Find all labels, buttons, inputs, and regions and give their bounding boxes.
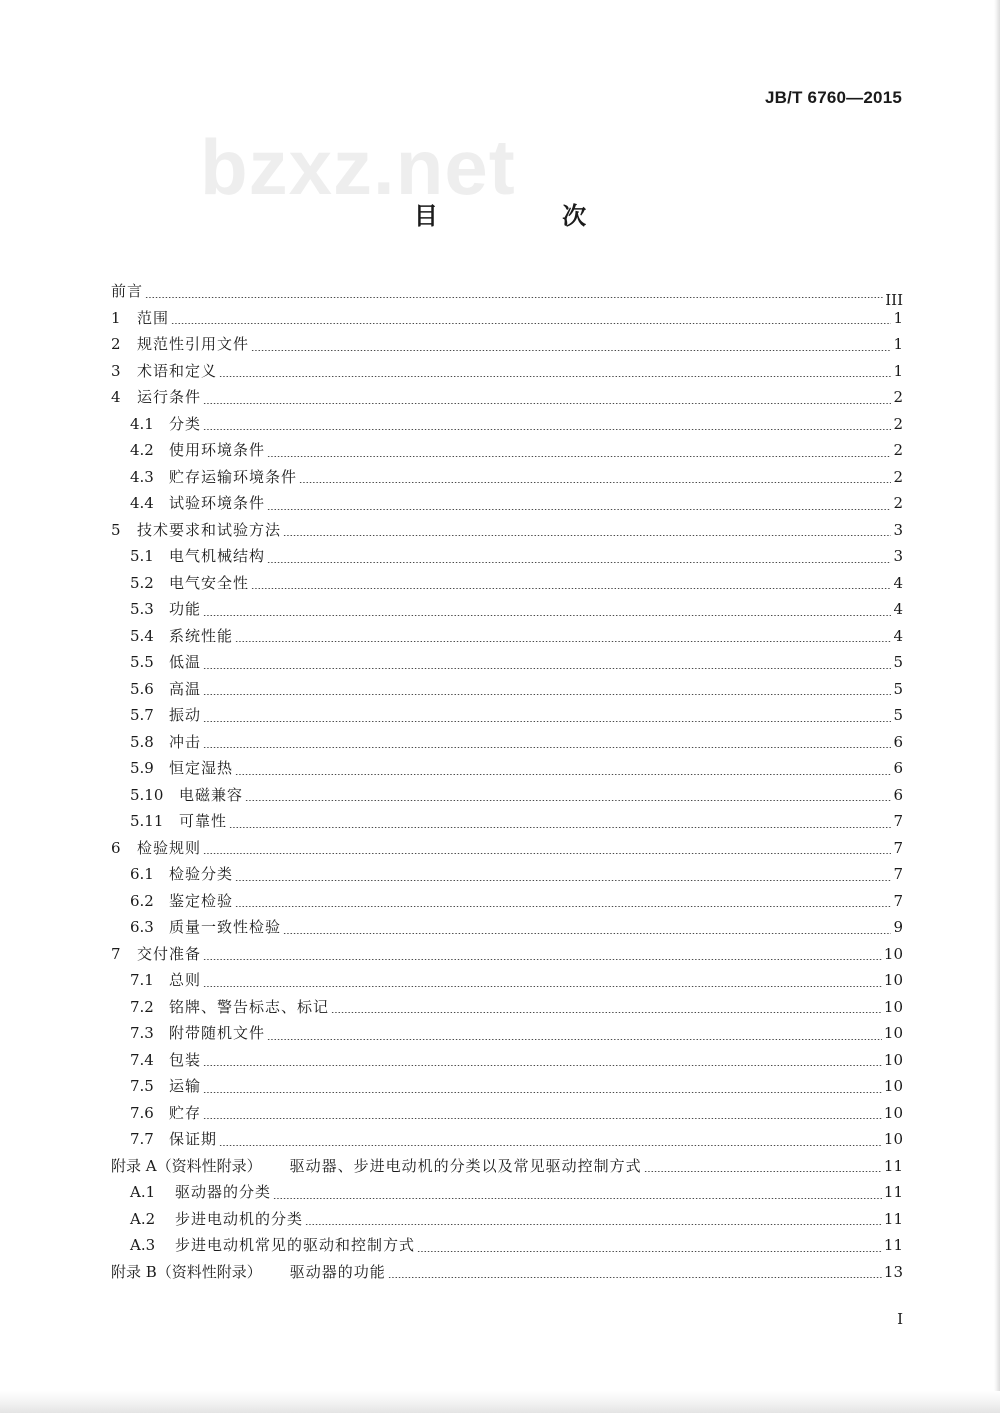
toc-entry[interactable] bbox=[111, 1179, 903, 1206]
toc-entry-page: 10 bbox=[883, 997, 903, 1016]
toc-entry-page: 6 bbox=[893, 785, 903, 804]
toc-entry-title: 驱动器、步进电动机的分类以及常见驱动控制方式 bbox=[289, 1156, 642, 1175]
toc-entry-label bbox=[130, 676, 201, 703]
toc-entry-page: 11 bbox=[883, 1156, 903, 1175]
toc-entry-page: 5 bbox=[893, 653, 903, 671]
toc-entry-title: 保证期 bbox=[169, 1130, 218, 1148]
toc-entry-page: 1 bbox=[893, 308, 903, 327]
page-title: 目 次 bbox=[413, 202, 645, 230]
toc-entry-number: 6.2 bbox=[130, 891, 154, 910]
toc-entry-title: 包装 bbox=[169, 1050, 202, 1069]
toc-entry-page: 10 bbox=[883, 1050, 903, 1069]
toc-entry-page: 10 bbox=[883, 1103, 903, 1122]
toc-entry-title: 总则 bbox=[169, 971, 202, 989]
toc-leader-dots bbox=[203, 694, 891, 695]
toc-entry-page: 10 bbox=[883, 971, 903, 989]
toc-entry-label bbox=[130, 861, 233, 888]
toc-entry-number: A.3 bbox=[130, 1236, 156, 1254]
toc-entry-number: 7 bbox=[111, 944, 121, 963]
toc-entry[interactable] bbox=[111, 623, 903, 650]
toc-entry-label bbox=[111, 1259, 386, 1286]
toc-entry-page: 11 bbox=[883, 1236, 903, 1254]
toc-entry[interactable] bbox=[111, 782, 903, 809]
toc-leader-dots bbox=[203, 615, 891, 616]
table-of-contents bbox=[111, 278, 903, 1285]
toc-leader-dots bbox=[299, 482, 891, 483]
toc-entry[interactable] bbox=[111, 490, 903, 517]
toc-leader-dots bbox=[305, 1224, 882, 1225]
toc-entry[interactable] bbox=[111, 967, 903, 994]
toc-entry[interactable] bbox=[111, 808, 903, 835]
toc-entry-label bbox=[130, 464, 297, 491]
toc-entry[interactable] bbox=[111, 729, 903, 756]
toc-leader-dots bbox=[267, 562, 891, 563]
toc-leader-dots bbox=[203, 1092, 882, 1093]
toc-entry-number: 4 bbox=[111, 388, 121, 406]
toc-entry-label bbox=[130, 543, 265, 570]
toc-entry-title: 检验分类 bbox=[169, 865, 234, 883]
toc-entry-label bbox=[130, 411, 201, 438]
toc-entry-label bbox=[130, 437, 265, 464]
toc-leader-dots bbox=[235, 906, 891, 907]
toc-entry-title: 运行条件 bbox=[137, 388, 202, 406]
toc-entry-title: 分类 bbox=[169, 414, 202, 433]
watermark: bzxz.net bbox=[200, 123, 516, 211]
toc-entry-title: 铭牌、警告标志、标记 bbox=[169, 997, 330, 1016]
toc-entry-page: 7 bbox=[893, 838, 903, 857]
toc-entry[interactable] bbox=[111, 570, 903, 597]
toc-entry-page: 1 bbox=[893, 335, 903, 353]
toc-entry-label bbox=[130, 1126, 217, 1153]
toc-entry-label bbox=[130, 1100, 201, 1127]
toc-entry-page: 6 bbox=[893, 732, 903, 751]
toc-leader-dots bbox=[219, 1145, 882, 1146]
toc-entry-label bbox=[130, 1206, 303, 1233]
toc-entry-number: 5.5 bbox=[130, 653, 154, 671]
toc-entry[interactable] bbox=[111, 1100, 903, 1127]
toc-entry-label bbox=[111, 1153, 642, 1180]
toc-leader-dots bbox=[283, 535, 891, 536]
toc-entry-number: 6.3 bbox=[130, 918, 154, 936]
toc-entry-number: 4.2 bbox=[130, 441, 154, 459]
toc-entry-title: 功能 bbox=[169, 600, 202, 618]
toc-entry-label bbox=[130, 914, 281, 941]
toc-entry-number: 5.3 bbox=[130, 600, 154, 618]
toc-entry-title: 检验规则 bbox=[137, 838, 202, 857]
toc-leader-dots bbox=[203, 668, 891, 669]
toc-leader-dots bbox=[203, 1118, 882, 1119]
toc-leader-dots bbox=[267, 509, 891, 510]
toc-entry-number: 7.5 bbox=[130, 1077, 154, 1095]
toc-entry-title: 高温 bbox=[169, 679, 202, 698]
toc-entry-label bbox=[130, 782, 243, 809]
toc-entry-title: 规范性引用文件 bbox=[137, 335, 250, 353]
toc-entry-label bbox=[111, 331, 249, 358]
toc-entry[interactable] bbox=[111, 1020, 903, 1047]
toc-leader-dots bbox=[203, 959, 882, 960]
toc-entry-label bbox=[130, 596, 201, 623]
toc-entry-page: 2 bbox=[893, 414, 903, 433]
toc-entry-title: 电气安全性 bbox=[169, 573, 250, 592]
toc-entry-label bbox=[130, 570, 249, 597]
toc-entry[interactable] bbox=[111, 331, 903, 358]
toc-entry[interactable] bbox=[111, 888, 903, 915]
toc-entry-title: 系统性能 bbox=[169, 626, 234, 645]
toc-entry-label bbox=[130, 808, 227, 835]
toc-entry-label bbox=[130, 1232, 415, 1259]
toc-entry-page: 1 bbox=[893, 361, 903, 380]
toc-leader-dots bbox=[251, 588, 891, 589]
toc-entry-title: 恒定湿热 bbox=[169, 759, 234, 777]
toc-leader-dots bbox=[644, 1171, 882, 1172]
toc-entry[interactable] bbox=[111, 994, 903, 1021]
toc-entry[interactable] bbox=[111, 702, 903, 729]
toc-entry-label bbox=[111, 384, 201, 411]
toc-leader-dots bbox=[203, 721, 891, 722]
toc-entry-title: 范围 bbox=[137, 308, 170, 327]
toc-entry-label bbox=[111, 305, 169, 332]
toc-leader-dots bbox=[203, 986, 882, 987]
toc-entry-label bbox=[130, 888, 233, 915]
toc-entry-page: 4 bbox=[893, 573, 903, 592]
toc-entry-page: 7 bbox=[893, 812, 903, 830]
toc-entry-title: 低温 bbox=[169, 653, 202, 671]
toc-entry-title: 电气机械结构 bbox=[169, 547, 266, 565]
toc-entry-label bbox=[111, 835, 201, 862]
toc-entry-number: 附录 B（资料性附录） bbox=[111, 1262, 262, 1281]
toc-entry[interactable] bbox=[111, 543, 903, 570]
toc-entry-page: 5 bbox=[893, 679, 903, 698]
toc-entry-number: A.2 bbox=[130, 1209, 156, 1228]
toc-entry[interactable] bbox=[111, 1073, 903, 1100]
toc-entry-number: 6 bbox=[111, 838, 121, 857]
toc-leader-dots bbox=[203, 403, 891, 404]
toc-entry-title: 质量一致性检验 bbox=[169, 918, 282, 936]
toc-leader-dots bbox=[235, 880, 891, 881]
toc-leader-dots bbox=[388, 1277, 882, 1278]
toc-entry[interactable] bbox=[111, 1259, 903, 1286]
toc-entry-number: 5.11 bbox=[130, 812, 164, 830]
toc-entry-title: 驱动器的功能 bbox=[289, 1262, 386, 1281]
toc-leader-dots bbox=[171, 323, 891, 324]
toc-entry-number: 1 bbox=[111, 308, 121, 327]
toc-entry-page: 13 bbox=[883, 1262, 903, 1281]
toc-entry-page: III bbox=[885, 290, 903, 309]
toc-entry-number: 5.8 bbox=[130, 732, 154, 751]
page-number: I bbox=[897, 1310, 903, 1328]
toc-entry[interactable] bbox=[111, 1153, 903, 1180]
toc-entry-label bbox=[111, 517, 281, 544]
toc-entry-number: 7.6 bbox=[130, 1103, 154, 1122]
toc-entry-page: 10 bbox=[883, 1130, 903, 1148]
page-bottom-shadow bbox=[0, 1391, 1000, 1413]
toc-entry-title: 电磁兼容 bbox=[179, 785, 244, 804]
toc-entry-label bbox=[130, 623, 233, 650]
toc-leader-dots bbox=[235, 774, 891, 775]
toc-entry-page: 6 bbox=[893, 759, 903, 777]
toc-entry-title: 技术要求和试验方法 bbox=[137, 520, 282, 539]
toc-entry[interactable] bbox=[111, 278, 903, 309]
toc-entry-page: 9 bbox=[893, 918, 903, 936]
toc-entry-label bbox=[130, 729, 201, 756]
toc-entry-label bbox=[130, 702, 201, 729]
toc-entry-number: 4.3 bbox=[130, 467, 154, 486]
toc-entry-page: 10 bbox=[883, 1024, 903, 1042]
toc-entry-number: A.1 bbox=[130, 1183, 156, 1201]
toc-leader-dots bbox=[203, 853, 891, 854]
toc-leader-dots bbox=[331, 1012, 882, 1013]
toc-entry-label bbox=[130, 1047, 201, 1074]
toc-leader-dots bbox=[267, 1039, 882, 1040]
toc-entry-page: 3 bbox=[893, 547, 903, 565]
toc-entry-title: 冲击 bbox=[169, 732, 202, 751]
toc-leader-dots bbox=[219, 376, 891, 377]
toc-entry[interactable] bbox=[111, 596, 903, 623]
toc-leader-dots bbox=[203, 429, 891, 430]
toc-entry-number: 5.6 bbox=[130, 679, 154, 698]
toc-entry-page: 2 bbox=[893, 467, 903, 486]
toc-entry-number: 5.4 bbox=[130, 626, 154, 645]
toc-entry-page: 4 bbox=[893, 600, 903, 618]
toc-entry-number: 7.3 bbox=[130, 1024, 154, 1042]
toc-entry-title: 前言 bbox=[111, 282, 144, 300]
toc-entry-page: 2 bbox=[893, 388, 903, 406]
toc-leader-dots bbox=[417, 1251, 882, 1252]
toc-leader-dots bbox=[235, 641, 891, 642]
toc-entry-number: 6.1 bbox=[130, 865, 154, 883]
toc-leader-dots bbox=[145, 297, 883, 298]
toc-leader-dots bbox=[229, 827, 891, 828]
toc-entry[interactable] bbox=[111, 1047, 903, 1074]
toc-entry-number: 7.4 bbox=[130, 1050, 154, 1069]
toc-entry[interactable] bbox=[111, 941, 903, 968]
toc-entry-number: 5.2 bbox=[130, 573, 154, 592]
toc-entry-number: 附录 A（资料性附录） bbox=[111, 1156, 262, 1175]
toc-entry[interactable] bbox=[111, 1126, 903, 1153]
toc-leader-dots bbox=[203, 1065, 882, 1066]
toc-entry-page: 2 bbox=[893, 494, 903, 512]
toc-entry-label bbox=[130, 994, 329, 1021]
toc-entry[interactable] bbox=[111, 676, 903, 703]
toc-entry-page: 5 bbox=[893, 706, 903, 724]
toc-entry-title: 鉴定检验 bbox=[169, 891, 234, 910]
toc-entry-number: 5.1 bbox=[130, 547, 154, 565]
toc-entry-page: 4 bbox=[893, 626, 903, 645]
toc-leader-dots bbox=[273, 1198, 882, 1199]
toc-entry[interactable] bbox=[111, 358, 903, 385]
toc-entry-number: 7.7 bbox=[130, 1130, 154, 1148]
toc-entry-title: 试验环境条件 bbox=[169, 494, 266, 512]
toc-leader-dots bbox=[251, 350, 891, 351]
toc-entry-label bbox=[130, 1020, 265, 1047]
toc-entry[interactable] bbox=[111, 835, 903, 862]
toc-entry-label bbox=[130, 649, 201, 676]
toc-entry-page: 11 bbox=[883, 1183, 903, 1201]
toc-entry-number: 7.2 bbox=[130, 997, 154, 1016]
toc-entry-page: 7 bbox=[893, 865, 903, 883]
toc-entry[interactable] bbox=[111, 411, 903, 438]
toc-entry-title: 振动 bbox=[169, 706, 202, 724]
toc-entry[interactable] bbox=[111, 517, 903, 544]
toc-entry-number: 4.1 bbox=[130, 414, 154, 433]
toc-entry[interactable] bbox=[111, 437, 903, 464]
toc-entry-page: 10 bbox=[883, 1077, 903, 1095]
toc-entry-page: 11 bbox=[883, 1209, 903, 1228]
toc-leader-dots bbox=[203, 747, 891, 748]
toc-entry[interactable] bbox=[111, 384, 903, 411]
toc-entry[interactable] bbox=[111, 914, 903, 941]
toc-entry-number: 5.10 bbox=[130, 785, 164, 804]
toc-entry-label bbox=[130, 967, 201, 994]
toc-entry-label bbox=[130, 755, 233, 782]
toc-entry-number: 5.7 bbox=[130, 706, 154, 724]
toc-entry-number: 5 bbox=[111, 520, 121, 539]
toc-leader-dots bbox=[245, 800, 891, 801]
toc-entry[interactable] bbox=[111, 305, 903, 332]
toc-entry-title: 步进电动机常见的驱动和控制方式 bbox=[175, 1236, 416, 1254]
toc-entry-title: 贮存 bbox=[169, 1103, 202, 1122]
toc-entry[interactable] bbox=[111, 649, 903, 676]
toc-entry-title: 使用环境条件 bbox=[169, 441, 266, 459]
toc-entry-label bbox=[130, 1179, 271, 1206]
toc-entry-page: 2 bbox=[893, 441, 903, 459]
toc-entry-title: 附带随机文件 bbox=[169, 1024, 266, 1042]
toc-leader-dots bbox=[267, 456, 891, 457]
toc-entry-title: 驱动器的分类 bbox=[175, 1183, 272, 1201]
toc-entry[interactable] bbox=[111, 861, 903, 888]
toc-entry[interactable] bbox=[111, 1232, 903, 1259]
toc-entry-label bbox=[130, 1073, 201, 1100]
toc-entry-page: 3 bbox=[893, 520, 903, 539]
toc-entry[interactable] bbox=[111, 1206, 903, 1233]
toc-entry-number: 3 bbox=[111, 361, 121, 380]
toc-entry-title: 运输 bbox=[169, 1077, 202, 1095]
toc-leader-dots bbox=[283, 933, 891, 934]
toc-entry-number: 4.4 bbox=[130, 494, 154, 512]
toc-entry-title: 术语和定义 bbox=[137, 361, 218, 380]
toc-entry-title: 可靠性 bbox=[179, 812, 228, 830]
standard-code: JB/T 6760—2015 bbox=[765, 88, 902, 107]
toc-entry[interactable] bbox=[111, 755, 903, 782]
toc-entry-number: 7.1 bbox=[130, 971, 154, 989]
toc-entry-title: 步进电动机的分类 bbox=[175, 1209, 304, 1228]
toc-entry-label bbox=[111, 941, 201, 968]
toc-entry-page: 10 bbox=[883, 944, 903, 963]
toc-entry-label bbox=[111, 358, 217, 385]
toc-entry-title: 贮存运输环境条件 bbox=[169, 467, 298, 486]
toc-entry[interactable] bbox=[111, 464, 903, 491]
toc-entry-label bbox=[111, 278, 143, 305]
toc-entry-number: 5.9 bbox=[130, 759, 154, 777]
toc-entry-number: 2 bbox=[111, 335, 121, 353]
toc-entry-page: 7 bbox=[893, 891, 903, 910]
toc-entry-label bbox=[130, 490, 265, 517]
toc-entry-title: 交付准备 bbox=[137, 944, 202, 963]
